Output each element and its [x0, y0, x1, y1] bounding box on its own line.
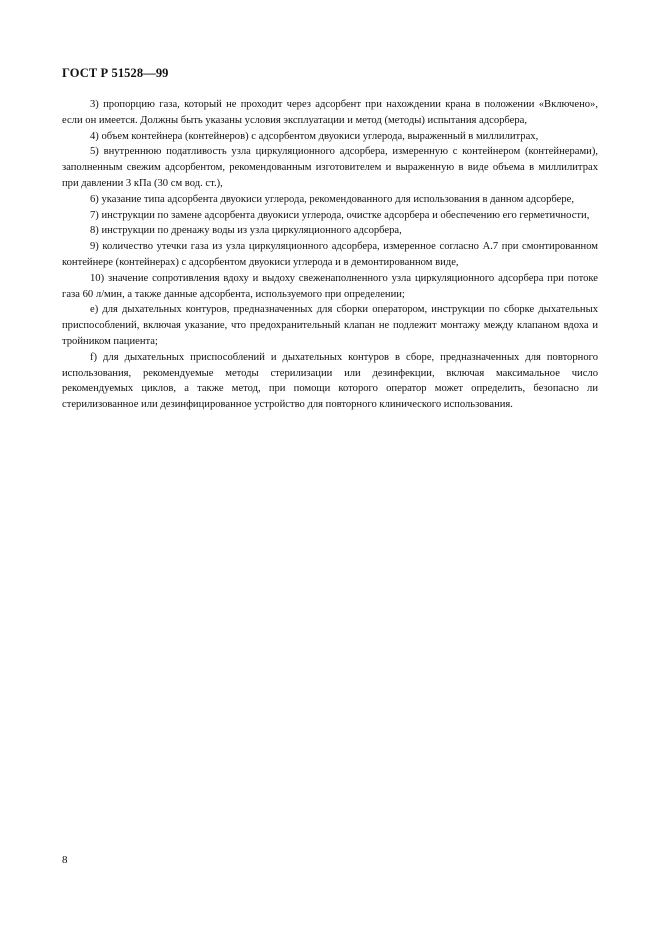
- paragraph-item-3: 3) пропорцию газа, который не проходит через адсорбент при нахождении крана в положении «Включено», если он имеется. Должны быть указаны условия эксплуатации и метод (методы) испытания адсорбера,: [62, 99, 598, 126]
- document-header: ГОСТ Р 51528—99: [62, 66, 169, 80]
- paragraph-item-8: 8) инструкции по дренажу воды из узла циркуляционного адсорбера,: [90, 225, 402, 237]
- paragraph-item-10: 10) значение сопротивления вдоху и выдоху свеженаполненного узла циркуляционного адсорбера при потоке газа 60 л/мин, а также данные адсорбента, используемого при определении;: [62, 272, 598, 300]
- paragraph-item-e: е) для дыхательных контуров, предназначенных для сборки оператором, инструкции по сборке дыхательных приспособлений, включая указание, что предохранительный клапан не подлежит монтажу между клапаном вдоха и тройником пациента;: [62, 304, 598, 347]
- paragraph-item-9: 9) количество утечки газа из узла циркуляционного адсорбера, измеренное согласно А.7 при смонтированном контейнере (контейнерах) с адсорбентом двуокиси углерода и в демонтированном виде,: [62, 241, 598, 268]
- paragraph-item-f: f) для дыхательных приспособлений и дыхательных контуров в сборе, предназначенных для повторного использования, рекомендуемые методы стерилизации или дезинфекции, включая максимальное число рекомендуемых циклов, а также метод, при помощи которого оператор может определить, безопасно ли стерилизованное или дезинфицированное устройство для повторного клинического использования.: [62, 351, 598, 411]
- paragraph-item-7: 7) инструкции по замене адсорбента двуокиси углерода, очистке адсорбера и обеспечению его герметичности,: [90, 209, 590, 221]
- paragraph-item-4: 4) объем контейнера (контейнеров) с адсорбентом двуокиси углерода, выраженный в миллилитрах,: [90, 130, 539, 142]
- paragraph-item-5: 5) внутреннюю податливость узла циркуляционного адсорбера, измеренную с контейнером (контейнерами), заполненным свежим адсорбентом, рекомендованным изготовителем и выраженную в виде объема в миллилитрах при давлении 3 кПа (30 см вод. ст.),: [62, 146, 598, 189]
- document-body: [62, 97, 598, 413]
- paragraph-item-6: 6) указание типа адсорбента двуокиси углерода, рекомендованного для использования в данном адсорбере,: [90, 193, 574, 205]
- page-number: 8: [62, 854, 68, 866]
